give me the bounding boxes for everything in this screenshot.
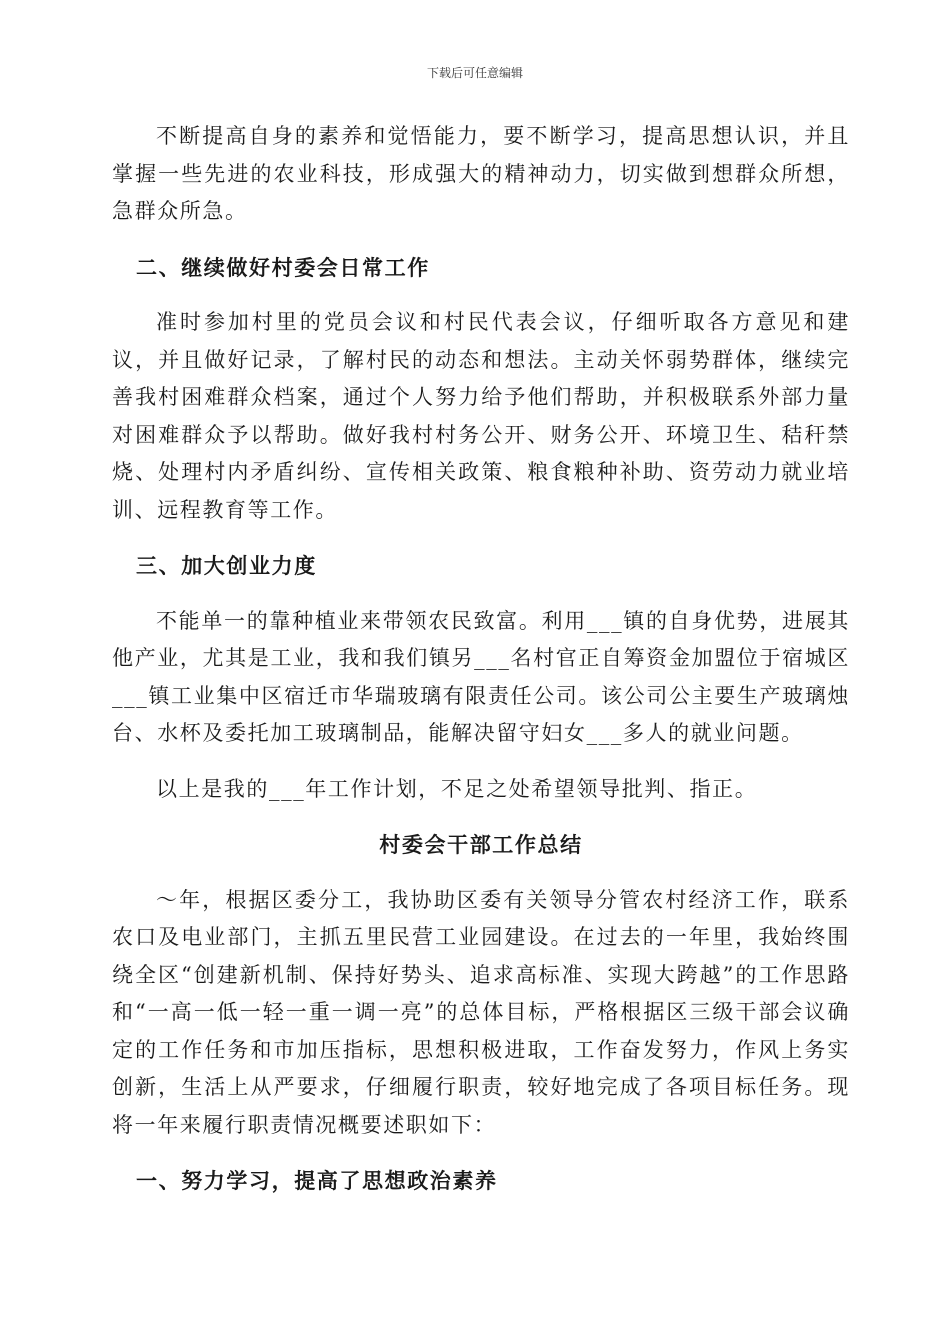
document-body xyxy=(112,118,850,1218)
paragraph-entrepreneurship: 不能单一的靠种植业来带领农民致富。利用___镇的自身优势，进展其他产业，尤其是工业，我和我们镇另___名村官正自筹资金加盟位于宿城区___镇工业集中区宿迁市华瑞玻璃有限责任公司。该公司公主要生产玻璃烛台、水杯及委托加工玻璃制品，能解决留守妇女___多人的就业问题。 xyxy=(112,608,850,745)
section-heading-daily-work: 二、继续做好村委会日常工作 xyxy=(136,254,430,280)
paragraph-study: 不断提高自身的素养和觉悟能力，要不断学习，提高思想认识，并且掌握一些先进的农业科技，形成强大的精神动力，切实做到想群众所想，急群众所急。 xyxy=(112,124,850,223)
section-heading-entrepreneurship: 三、加大创业力度 xyxy=(136,553,317,578)
paragraph-closing: 以上是我的___年工作计划，不足之处希望领导批判、指正。 xyxy=(156,776,758,801)
paragraph-daily-work: 准时参加村里的党员会议和村民代表会议，仔细听取各方意见和建议，并且做好记录，了解村民的动态和想法。主动关怀弱势群体，继续完善我村困难群众档案，通过个人努力给予他们帮助，并积极联系外部力量对困难群众予以帮助。做好我村村务公开、财务公开、环境卫生、秸秆禁烧、处理村内矛盾纠纷、宣传相关政策、粮食粮种补助、资劳动力就业培训、远程教育等工作。 xyxy=(112,310,850,522)
page-header-note: 下载后可任意编辑 xyxy=(426,66,523,80)
paragraph-summary-intro: ～年，根据区委分工，我协助区委有关领导分管农村经济工作，联系农口及电业部门，主抓五里民营工业园建设。在过去的一年里，我始终围绕全区“创建新机制、保持好势头、追求高标准、实现大跨越”的工作思路和“一高一低一轻一重一调一亮”的总体目标，严格根据区三级干部会议确定的工作任务和市加压指标，思想积极进取，工作奋发努力，作风上务实创新，生活上从严要求，仔细履行职责，较好地完成了各项目标任务。现将一年来履行职责情况概要述职如下： xyxy=(112,887,850,1137)
section-heading-political-study: 一、努力学习，提高了思想政治素养 xyxy=(136,1168,498,1193)
document-title-summary: 村委会干部工作总结 xyxy=(379,832,583,857)
